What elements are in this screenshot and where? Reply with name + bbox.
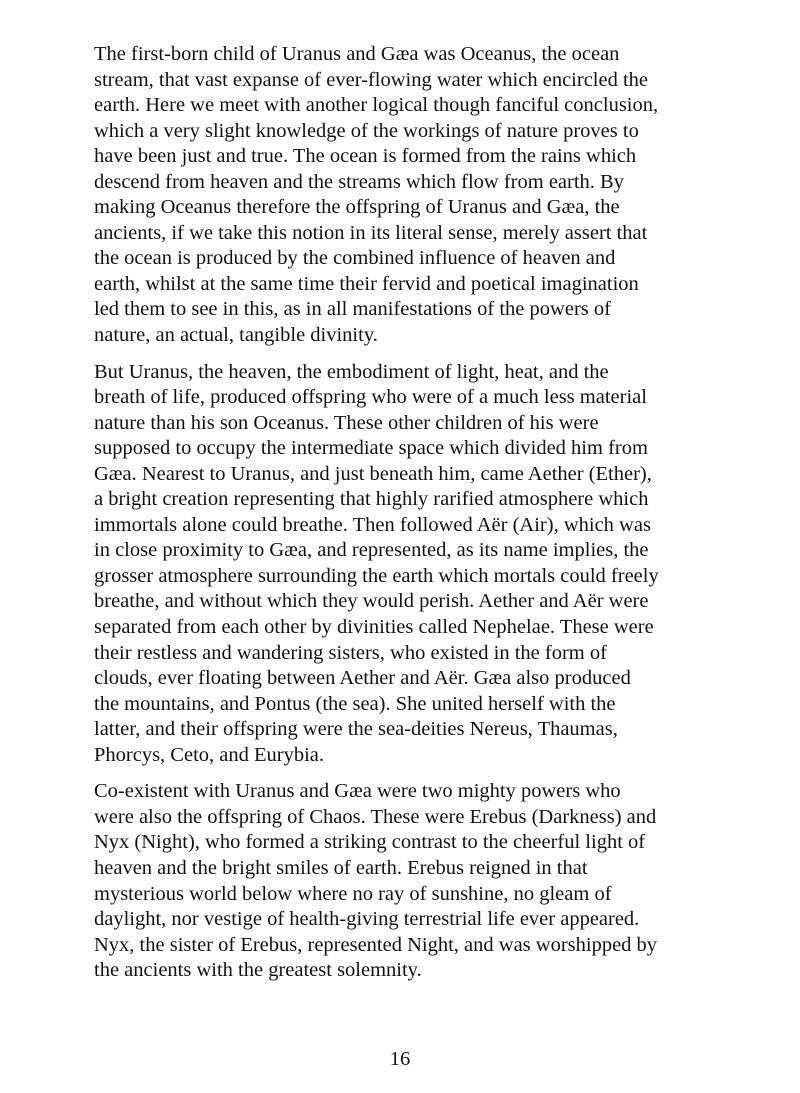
paragraph-erebus-nyx: Co-existent with Uranus and Gæa were two mighty powers who were also the offspring of Chaos. These were Erebus (Darkness) and Nyx (Night), who formed a striking contrast to the cheerful light of heaven and the bright smiles of earth. Erebus reigned in that mysterious world below where no ray of sunshine, no gleam of daylight, nor vestige of health-giving terrestrial life ever appeared. Nyx, the sister of Erebus, represented Night, and was worshipped by the ancients with the greatest solemnity. [94,780,658,982]
page-number: 16 [389,1048,411,1070]
body-text [94,42,708,984]
paragraph-aether-aer: But Uranus, the heaven, the embodiment of light, heat, and the breath of life, produced offspring who were of a much less material nature than his son Oceanus. These other children of his were supposed to occupy the intermediate space which divided him from Gæa. Nearest to Uranus, and just beneath him, came Aether (Ether), a bright creation representing that highly rarified atmosphere which immortals alone could breathe. Then followed Aër (Air), which was in close proximity to Gæa, and represented, as its name implies, the grosser atmosphere surrounding the earth which mortals could freely breathe, and without which they would perish. Aether and Aër were separated from each other by divinities called Nephelae. These were their restless and wandering sisters, who existed in the form of clouds, ever floating between Aether and Aër. Gæa also produced the mountains, and Pontus (the sea). She united herself with the latter, and their offspring were the sea-deities Nereus, Thaumas, Phorcys, Ceto, and Eurybia. [94,360,659,766]
paragraph-oceanus: The first-born child of Uranus and Gæa was Oceanus, the ocean stream, that vast expanse of ever-flowing water which encircled the earth. Here we meet with another logical though fanciful conclusion, which a very slight knowledge of the workings of nature proves to have been just and true. The ocean is formed from the rains which descend from heaven and the streams which flow from earth. By making Oceanus therefore the offspring of Uranus and Gæa, the ancients, if we take this notion in its literal sense, merely assert that the ocean is produced by the combined influence of heaven and earth, whilst at the same time their fervid and poetical imagination led them to see in this, as in all manifestations of the powers of nature, an actual, tangible divinity. [94,43,659,347]
